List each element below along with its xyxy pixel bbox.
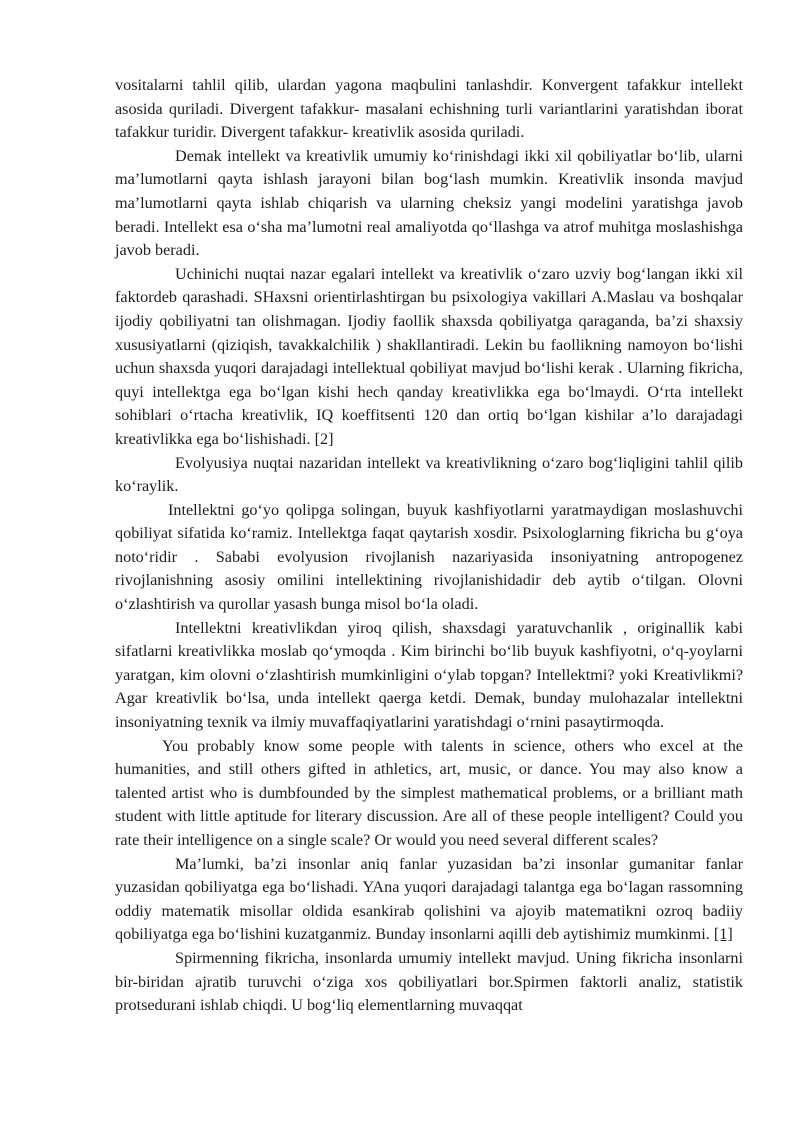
reference-link[interactable]: [1] — [713, 925, 733, 944]
paragraph-9: Spirmenning fikricha, insonlarda umumiy intellekt mavjud. Uning fikricha insonlarni bir-biridan ajratib turuvchi o‘ziga xos qobiliyatlari bor.Spirmen faktorli analiz, statistik protsedurani ishlab chiqdi. U bog‘liq elementlarning muvaqqat — [115, 948, 743, 1015]
paragraph-6: Intellektni kreativlikdan yiroq qilish, shaxsdagi yaratuvchanlik , originallik kabi sifatlarni kreativlikka moslab qo‘ymoqda . Kim birinchi bo‘lib buyuk kashfiyotni, o‘q-yoylarni yaratgan, kim olovni o‘zlashtirish mumkinligini o‘ylab topgan? Intellektmi? yoki Kreativlikmi? Agar kreativlik bo‘lsa, unda intellekt qaerga ketdi. Demak, bunday mulohazalar intellektni insoniyatning texnik va ilmiy muvaffaqiyatlarini yaratishdagi o‘rnini pasaytirmoqda. — [115, 618, 743, 732]
paragraph-8 — [115, 853, 743, 947]
paragraph-5: Intellektni go‘yo qolipga solingan, buyuk kashfiyotlarni yaratmaydigan moslashuvchi qobiliyat sifatida ko‘ramiz. Intellektga faqat qaytarish xosdir. Psixologlarning fikricha bu g‘oya noto‘ridir . Sababi evolyusion rivojlanish nazariyasida insoniyatning antropogenez rivojlanishning asosiy omilini intellektining rivojlanishidadir deb aytib o‘tilgan. Olovni o‘zlashtirish va qurollar yasash bunga misol bo‘la oladi. — [115, 500, 743, 614]
paragraph-7: You probably know some people with talents in science, others who excel at the humanities, and still others gifted in athletics, art, music, or dance. You may also know a talented artist who is dumbfounded by the simplest mathematical problems, or a brilliant math student with little aptitude for literary discussion. Are all of these people intelligent? Could you rate their intelligence on a single scale? Or would you need several different scales? — [115, 736, 743, 849]
paragraph-2: Demak intellekt va kreativlik umumiy ko‘rinishdagi ikki xil qobiliyatlar bo‘lib, ularni ma’lumotlarni qayta ishlash jarayoni bilan bog‘lash mumkin. Kreativlik insonda mavjud ma’lumotlarni qayta ishlab chiqarish va ularning cheksiz yangi modelini yaratishga javob beradi. Intellekt esa o‘sha ma’lumotni real amaliyotda qo‘llashga va atrof muhitga moslashishga javob beradi. — [115, 146, 743, 260]
paragraph-3: Uchinichi nuqtai nazar egalari intellekt va kreativlik o‘zaro uzviy bog‘langan ikki xil faktordeb qarashadi. SHaxsni orientirlashtirgan bu psixologiya vakillari A.Maslau va boshqalar ijodiy qobiliyatni tan olishmagan. Ijodiy faollik shaxsda qobiliyatga qaraganda, ba’zi shaxsiy xususiyatlarni (qiziqish, tavakkalchilik ) shakllantiradi. Lekin bu faollikning namoyon bo‘lishi uchun shaxsda yuqori darajadagi intellektual qobiliyat mavjud bo‘lishi kerak . Ularning fikricha, quyi intellektga ega bo‘lgan kishi hech qanday kreativlikka ega bo‘lmaydi. O‘rta intellekt sohiblari o‘rtacha kreativlik, IQ koeffitsenti 120 dan ortiq bo‘lgan kishilar a’lo darajadagi kreativlikka ega bo‘lishishadi. [2] — [115, 264, 743, 448]
paragraph-1: vositalarni tahlil qilib, ulardan yagona maqbulini tanlashdir. Konvergent tafakkur intellekt asosida quriladi. Divergent tafakkur- masalani echishning turli variantlarini yaratishdan iborat tafakkur turidir. Divergent tafakkur- kreativlik asosida quriladi. — [115, 76, 743, 142]
paragraph-4: Evolyusiya nuqtai nazaridan intellekt va kreativlikning o‘zaro bog‘liqligini tahlil qilib ko‘raylik. — [115, 453, 743, 496]
document-page — [115, 74, 743, 1018]
paragraph-8-text: Ma’lumki, ba’zi insonlar aniq fanlar yuzasidan ba’zi insonlar gumanitar fanlar yuzasidan qobiliyatga ega bo‘lishadi. YAna yuqori darajadagi talantga ega bo‘lagan rassomning oddiy matematik misollar oldida esankirab qolishini va ajoyib matematikni ozroq badiiy qobiliyatga ega bo‘lishini kuzatganmiz. Bunday insonlarni aqilli deb aytishimiz mumkinmi. — [115, 854, 743, 944]
